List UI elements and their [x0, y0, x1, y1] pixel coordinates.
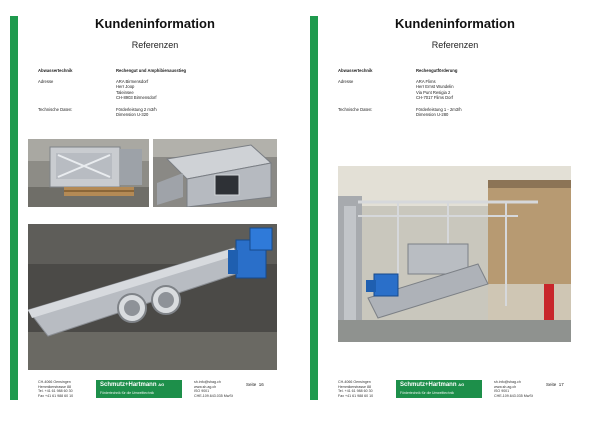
address-line: CH-7017 Flims Dorf: [416, 95, 453, 101]
footer-vat: CHE-109.643.035 MwSt: [494, 393, 533, 398]
address-label: Adresse: [38, 79, 54, 84]
tech-line: Dimension U-280: [416, 112, 449, 118]
footer-website: www.sh.ag.ch: [494, 384, 517, 389]
logo-wordmark: Schmutz+Hartmann AG: [100, 382, 165, 388]
footer-address-line: Hemmikerstrasse 88: [338, 384, 371, 389]
tech-block: [116, 107, 157, 118]
page-number: Seite 16: [246, 382, 264, 387]
footer-email: sh.info@shag.ch: [194, 380, 221, 384]
tech-label: Technische Daten:: [38, 107, 73, 112]
footer-vat: CHE-109.643.035 MwSt: [194, 393, 233, 398]
page-number: Seite 17: [546, 382, 564, 387]
page-title: Kundeninformation: [95, 16, 215, 31]
address-line: Herr Ernst Wundelin: [416, 84, 454, 90]
logo-wordmark: Schmutz+Hartmann AG: [400, 382, 465, 388]
tech-line: Förderleistung 2 m3/h: [116, 107, 157, 112]
company-logo: [396, 380, 482, 398]
page-subtitle: Referenzen: [131, 40, 179, 50]
address-line: ARA Birmensdorf: [116, 79, 149, 84]
photo-plant-installation: [338, 166, 571, 342]
address-line: ARA Flims: [416, 79, 436, 84]
address-line: Via Punt Resigia 2: [416, 89, 451, 95]
logo-tagline: Fördertechnik für die Umwelttechnik: [100, 391, 155, 395]
footer-iso: ISO 9001: [194, 389, 210, 394]
footer-address-line: Fax +41 61 988 60 10: [38, 393, 74, 398]
tech-line: Dimension U-320: [116, 112, 149, 118]
footer-email: sh.info@shag.ch: [494, 380, 521, 384]
footer-address-line: Hemmikerstrasse 88: [38, 384, 71, 389]
footer-address-line: Tel. +41 61 988 60 30: [38, 389, 73, 394]
footer-address: [38, 380, 73, 398]
document-page-16: [10, 16, 292, 400]
footer-address-line: Tel. +41 61 988 60 30: [338, 389, 373, 394]
footer-website: www.sh.ag.ch: [194, 384, 217, 389]
page-subtitle: Referenzen: [431, 40, 479, 50]
photo-conveyor-housing: [28, 139, 149, 207]
footer-address: [338, 380, 373, 398]
address-label: Adresse: [338, 79, 354, 84]
address-line: Herr Joop: [116, 84, 135, 90]
photo-steel-channel: [153, 139, 277, 207]
logo-tagline: Fördertechnik für die Umwelttechnik: [400, 391, 455, 395]
project-header: Rechengut und Amphibienausstieg: [116, 68, 187, 73]
company-logo: [96, 380, 182, 398]
tech-block: [416, 107, 462, 118]
address-line: CH-8903 Birmensdorf: [116, 95, 157, 101]
category-header: Abwassertechnik: [338, 68, 373, 73]
green-stripe: [10, 16, 18, 400]
footer-address-line: Fax +41 61 988 60 10: [338, 393, 374, 398]
footer-contact: [494, 380, 533, 398]
address-block: [116, 79, 157, 101]
footer-iso: ISO 9001: [494, 389, 510, 394]
footer-contact: [194, 380, 233, 398]
address-block: [416, 79, 454, 101]
project-header: Rechengutförderung: [416, 68, 458, 73]
photo-conveyor-motor: [28, 224, 277, 370]
page-title: Kundeninformation: [395, 16, 515, 31]
green-stripe: [310, 16, 318, 400]
footer-address-line: CH-4066 Oensingen: [338, 380, 371, 384]
footer-address-line: CH-4066 Oensingen: [38, 380, 71, 384]
document-page-17: [310, 16, 592, 400]
category-header: Abwassertechnik: [38, 68, 73, 73]
tech-label: Technische Daten:: [338, 107, 373, 112]
tech-line: Förderleistung 1 - 2m3/h: [416, 107, 462, 112]
address-line: Taleinsee: [116, 89, 134, 95]
